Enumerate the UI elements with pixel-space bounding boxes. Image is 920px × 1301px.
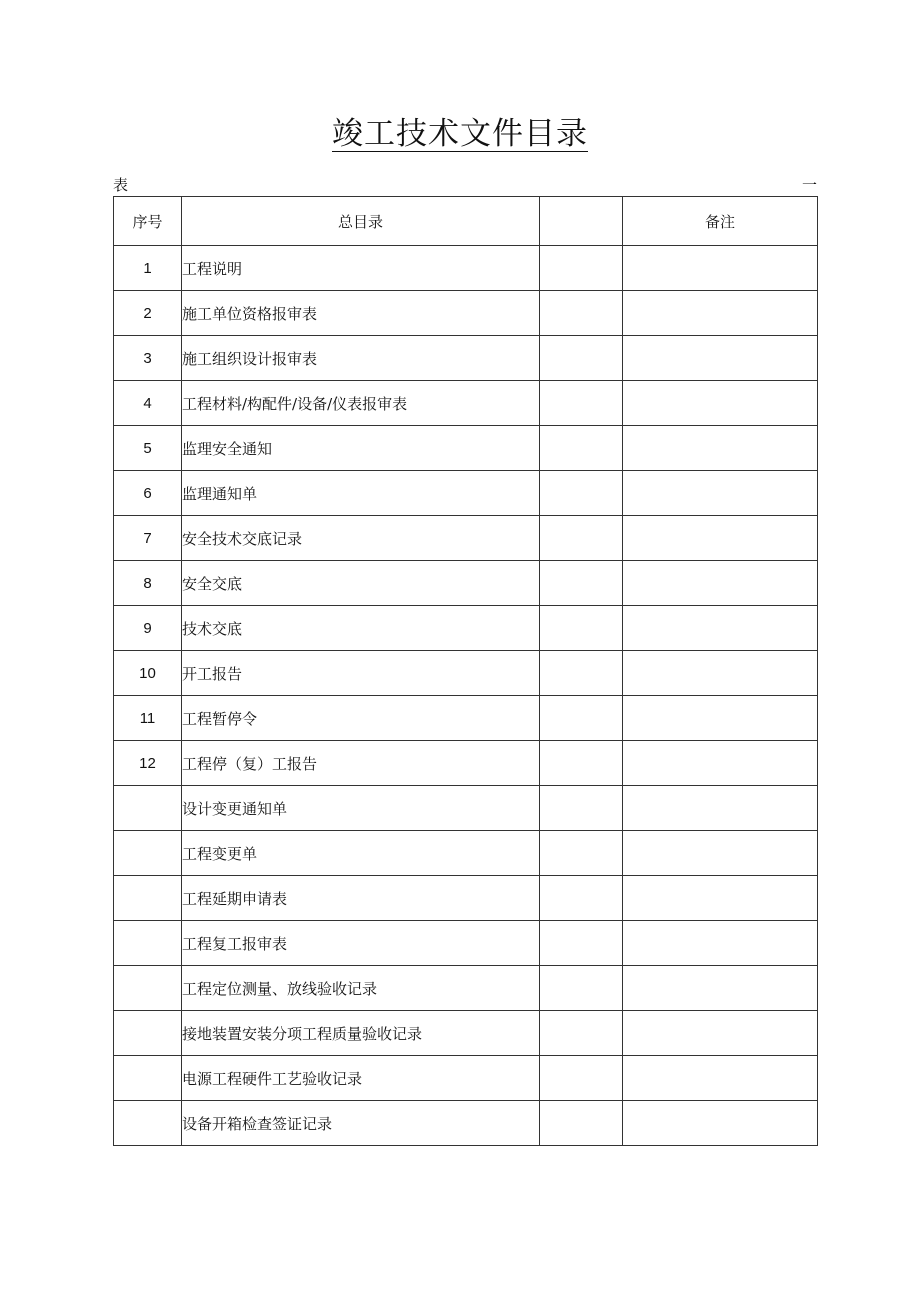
row-name: 设计变更通知单 xyxy=(182,786,540,831)
row-remark xyxy=(623,1101,818,1146)
row-name: 施工单位资格报审表 xyxy=(182,291,540,336)
row-index xyxy=(114,831,182,876)
row-remark xyxy=(623,516,818,561)
row-remark xyxy=(623,786,818,831)
row-col3 xyxy=(540,471,623,516)
row-name: 工程材料/构配件/设备/仪表报审表 xyxy=(182,381,540,426)
row-col3 xyxy=(540,786,623,831)
table-row xyxy=(114,381,818,426)
table-row xyxy=(114,561,818,606)
row-index xyxy=(114,876,182,921)
row-col3 xyxy=(540,651,623,696)
row-remark xyxy=(623,606,818,651)
row-index xyxy=(114,921,182,966)
row-index: 1 xyxy=(114,246,182,291)
table-row xyxy=(114,786,818,831)
row-index: 3 xyxy=(114,336,182,381)
row-name: 电源工程硬件工艺验收记录 xyxy=(182,1056,540,1101)
row-index: 12 xyxy=(114,741,182,786)
table-meta-row xyxy=(113,175,817,195)
row-index: 7 xyxy=(114,516,182,561)
row-index: 6 xyxy=(114,471,182,516)
row-remark xyxy=(623,831,818,876)
header-column-3 xyxy=(540,197,623,246)
row-remark xyxy=(623,561,818,606)
row-index xyxy=(114,966,182,1011)
row-name: 工程定位测量、放线验收记录 xyxy=(182,966,540,1011)
table-row xyxy=(114,966,818,1011)
table-row xyxy=(114,606,818,651)
row-remark xyxy=(623,426,818,471)
row-remark xyxy=(623,651,818,696)
row-index xyxy=(114,786,182,831)
row-name: 监理通知单 xyxy=(182,471,540,516)
row-index xyxy=(114,1101,182,1146)
row-name: 设备开箱检查签证记录 xyxy=(182,1101,540,1146)
table-row xyxy=(114,1011,818,1056)
row-name: 开工报告 xyxy=(182,651,540,696)
row-remark xyxy=(623,741,818,786)
table-label: 表 xyxy=(113,176,129,194)
row-index: 2 xyxy=(114,291,182,336)
table-row xyxy=(114,741,818,786)
row-index: 8 xyxy=(114,561,182,606)
table-row xyxy=(114,336,818,381)
row-remark xyxy=(623,471,818,516)
row-name: 接地装置安装分项工程质量验收记录 xyxy=(182,1011,540,1056)
header-catalog: 总目录 xyxy=(182,197,540,246)
row-name: 工程说明 xyxy=(182,246,540,291)
row-index xyxy=(114,1011,182,1056)
row-col3 xyxy=(540,381,623,426)
row-index: 4 xyxy=(114,381,182,426)
row-remark xyxy=(623,1056,818,1101)
row-col3 xyxy=(540,1101,623,1146)
header-index: 序号 xyxy=(114,197,182,246)
table-row xyxy=(114,921,818,966)
row-name: 工程停（复）工报告 xyxy=(182,741,540,786)
row-col3 xyxy=(540,561,623,606)
table-row xyxy=(114,831,818,876)
row-name: 安全技术交底记录 xyxy=(182,516,540,561)
row-index: 10 xyxy=(114,651,182,696)
table-row xyxy=(114,291,818,336)
table-row xyxy=(114,516,818,561)
row-col3 xyxy=(540,516,623,561)
table-row xyxy=(114,471,818,516)
table-row xyxy=(114,876,818,921)
table-row xyxy=(114,696,818,741)
row-col3 xyxy=(540,966,623,1011)
row-col3 xyxy=(540,1011,623,1056)
table-body xyxy=(114,246,818,1146)
row-remark xyxy=(623,381,818,426)
catalog-table xyxy=(113,196,818,1146)
table-row xyxy=(114,426,818,471)
row-col3 xyxy=(540,336,623,381)
row-col3 xyxy=(540,831,623,876)
row-index: 5 xyxy=(114,426,182,471)
row-col3 xyxy=(540,741,623,786)
row-col3 xyxy=(540,1056,623,1101)
row-name: 施工组织设计报审表 xyxy=(182,336,540,381)
table-row xyxy=(114,246,818,291)
row-col3 xyxy=(540,921,623,966)
row-name: 技术交底 xyxy=(182,606,540,651)
table-number: 一 xyxy=(801,176,817,194)
row-name: 工程复工报审表 xyxy=(182,921,540,966)
row-col3 xyxy=(540,246,623,291)
row-col3 xyxy=(540,291,623,336)
row-index: 11 xyxy=(114,696,182,741)
row-col3 xyxy=(540,876,623,921)
table-header-row xyxy=(114,197,818,246)
row-name: 工程暂停令 xyxy=(182,696,540,741)
row-remark xyxy=(623,876,818,921)
row-name: 工程变更单 xyxy=(182,831,540,876)
row-remark xyxy=(623,921,818,966)
row-remark xyxy=(623,966,818,1011)
row-remark xyxy=(623,336,818,381)
row-remark xyxy=(623,291,818,336)
row-name: 监理安全通知 xyxy=(182,426,540,471)
row-index xyxy=(114,1056,182,1101)
row-remark xyxy=(623,696,818,741)
row-remark xyxy=(623,1011,818,1056)
row-name: 工程延期申请表 xyxy=(182,876,540,921)
row-col3 xyxy=(540,606,623,651)
row-remark xyxy=(623,246,818,291)
header-remark: 备注 xyxy=(623,197,818,246)
row-col3 xyxy=(540,696,623,741)
row-col3 xyxy=(540,426,623,471)
row-index: 9 xyxy=(114,606,182,651)
table-row xyxy=(114,651,818,696)
row-name: 安全交底 xyxy=(182,561,540,606)
table-row xyxy=(114,1101,818,1146)
page-title: 竣工技术文件目录 xyxy=(332,116,588,152)
table-row xyxy=(114,1056,818,1101)
